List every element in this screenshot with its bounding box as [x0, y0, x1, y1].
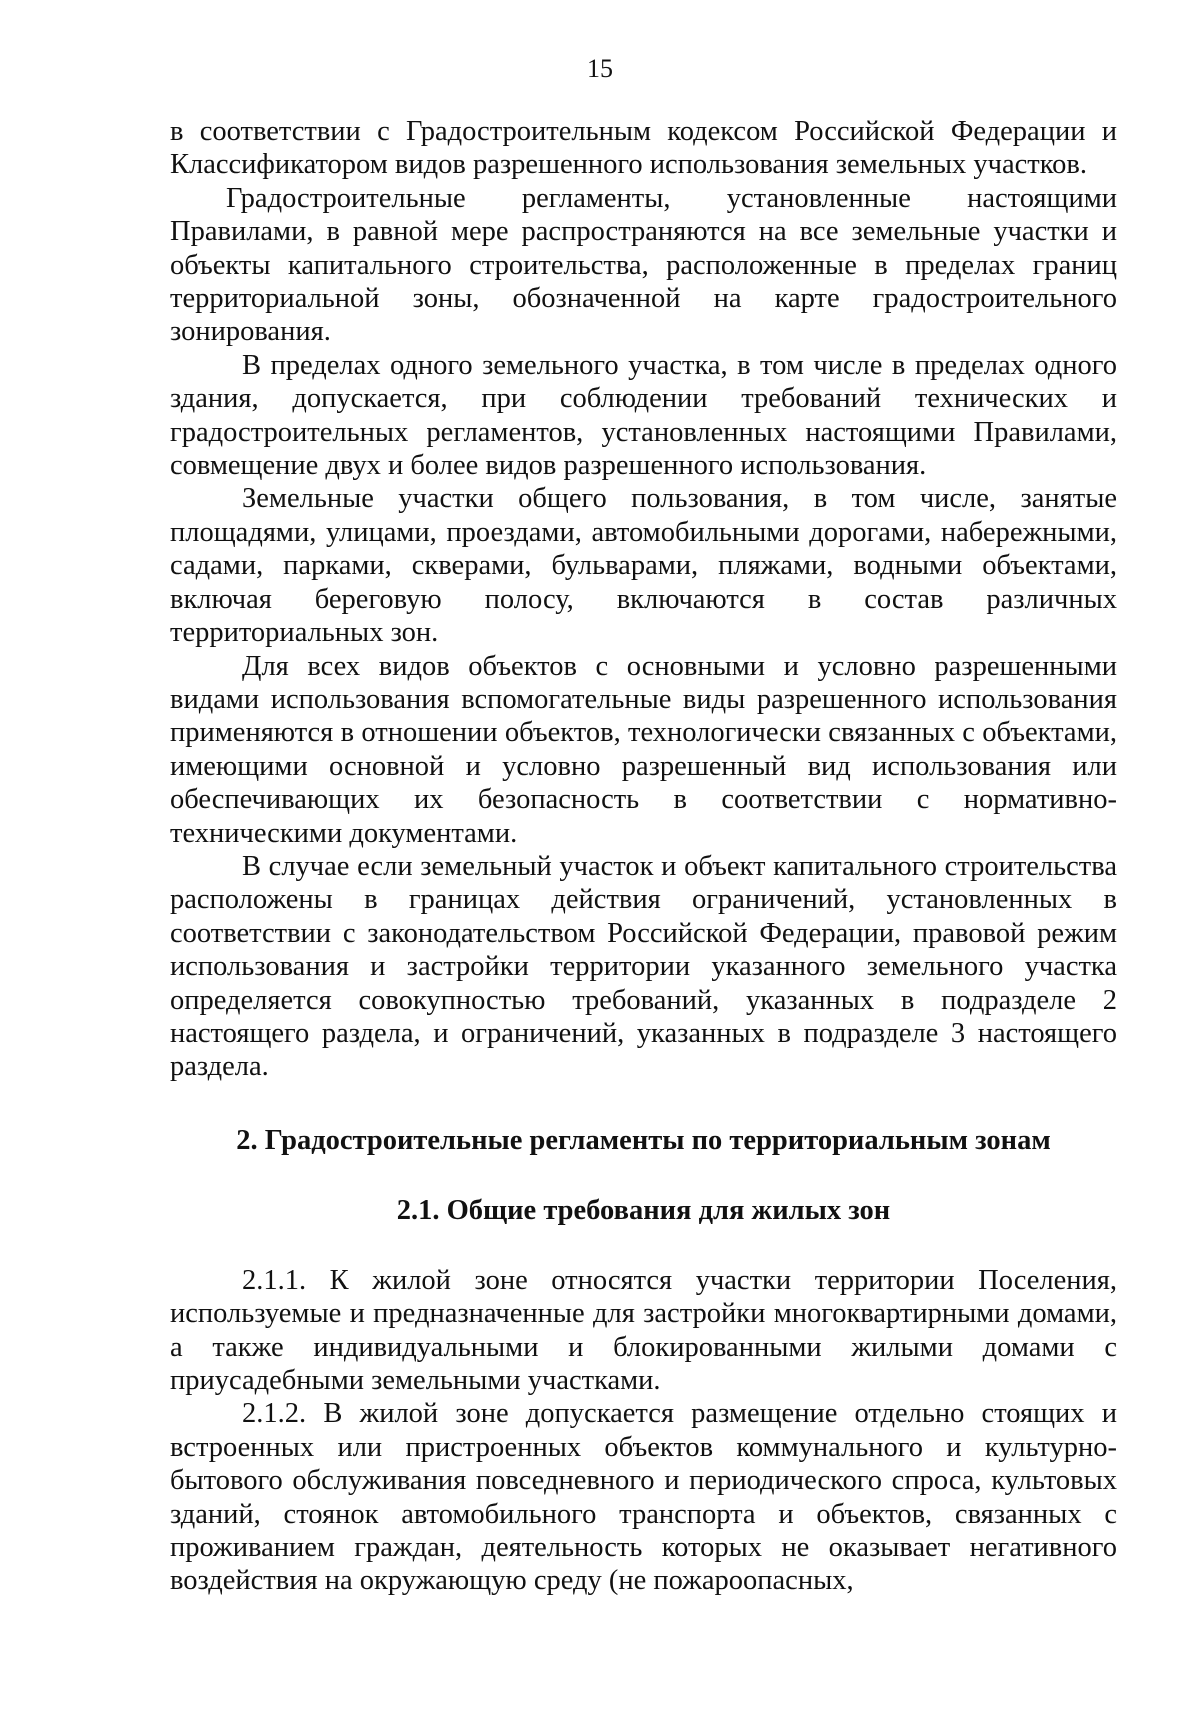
paragraph-auxiliary-use: Для всех видов объектов с основными и условно разрешенными видами использования вспомогательные виды разрешенного использования применяются в отношении объектов, технологически связанных с объектами, имеющими основной и условно разрешенный вид использования или обеспечивающих их безопасность в соответствии с нормативно-техническими документами. [170, 650, 1117, 849]
paragraph-public-land: Земельные участки общего пользования, в том числе, занятые площадями, улицами, проездами, автомобильными дорогами, набережными, садами, парками, скверами, бульварами, пляжами, водными объектами, включая береговую полосу, включаются в состав различных территориальных зон. [170, 483, 1117, 649]
paragraph-2-1-1: 2.1.1. К жилой зоне относятся участки территории Поселения, используемые и предназначенные для застройки многоквартирными домами, а также индивидуальными и блокированными жилыми домами с приусадебными земельными участками. [170, 1264, 1117, 1396]
paragraph-restrictions: В случае если земельный участок и объект капитального строительства расположены в границах действия ограничений, установленных в соответствии с законодательством Российской Федерации, правовой режим использования и застройки территории указанного земельного участка определяется совокупностью требований, указанных в подразделе 2 настоящего раздела, и ограничений, указанных в подразделе 3 настоящего раздела. [170, 850, 1117, 1083]
page-number: 15 [587, 54, 613, 83]
paragraph-regulations-scope: Градостроительные регламенты, установленные настоящими Правилами, в равной мере распространяются на все земельные участки и объекты капитального строительства, расположенные в пределах границ территориальной зоны, обозначенной на карте градостроительного зонирования. [170, 182, 1117, 348]
paragraph-combined-use: В пределах одного земельного участка, в том числе в пределах одного здания, допускается, при соблюдении требований технических и градостроительных регламентов, установленных настоящими Правилами, совмещение двух и более видов разрешенного использования. [170, 349, 1117, 482]
page-body [170, 115, 1117, 1598]
paragraph-2-1-2: 2.1.2. В жилой зоне допускается размещение отдельно стоящих и встроенных или пристроенных объектов коммунального и культурно-бытового обслуживания повседневного и периодического спроса, культовых зданий, стоянок автомобильного транспорта и объектов, связанных с проживанием граждан, деятельность которых не оказывает негативного воздействия на окружающую среду (не пожароопасных, [170, 1398, 1117, 1597]
section-heading-2-1: 2.1. Общие требования для жилых зон [396, 1194, 891, 1226]
section-heading-2: 2. Градостроительные регламенты по территориальным зонам [236, 1124, 1051, 1156]
paragraph-continuation: в соответствии с Градостроительным кодексом Российской Федерации и Классификатором видов разрешенного использования земельных участков. [170, 116, 1117, 181]
